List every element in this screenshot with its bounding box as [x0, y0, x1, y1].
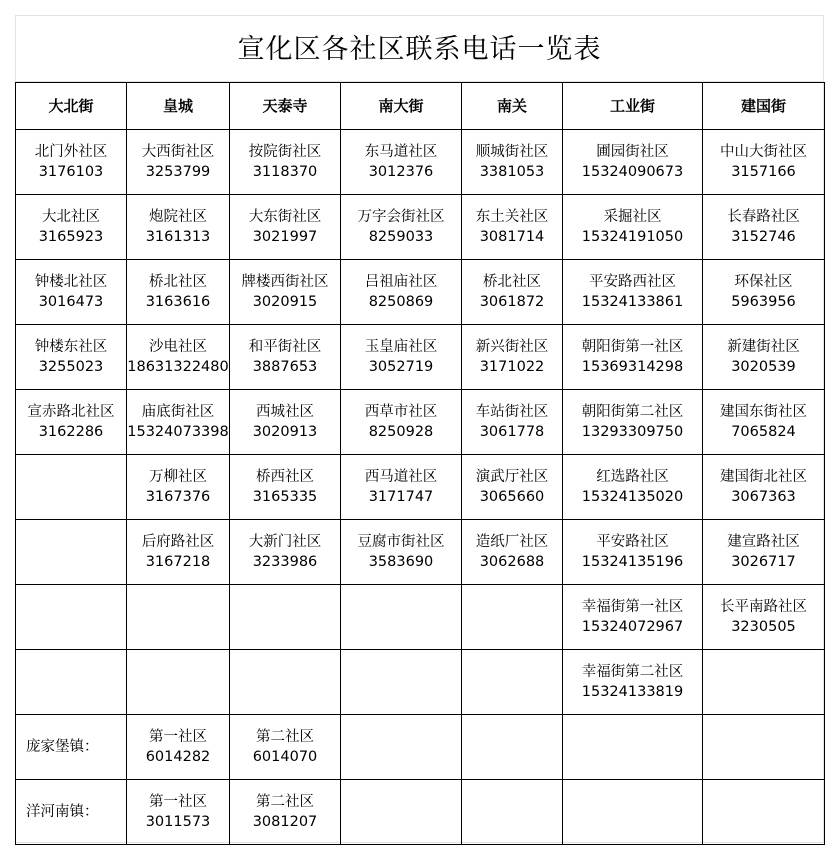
empty-cell	[703, 650, 825, 715]
community-cell	[127, 325, 230, 390]
town-row	[16, 715, 825, 780]
table-row	[16, 585, 825, 650]
community-phone: 3161313	[145, 229, 211, 245]
community-name: 造纸厂社区	[475, 534, 549, 550]
community-name: 幸福街第一社区	[581, 599, 684, 615]
community-name: 牌楼西街社区	[241, 274, 329, 290]
community-name: 东马道社区	[364, 144, 438, 160]
community-name: 万字会街社区	[357, 209, 445, 225]
community-cell	[341, 195, 462, 260]
community-phone: 13293309750	[581, 424, 684, 440]
community-phone: 3176103	[38, 164, 104, 180]
table-row	[16, 260, 825, 325]
community-phone: 3061778	[479, 424, 545, 440]
community-phone: 6014282	[145, 749, 211, 765]
community-phone: 3152746	[731, 229, 796, 245]
column-header: 工业街	[563, 83, 703, 130]
community-phone: 3020913	[252, 424, 318, 440]
community-name: 大新门社区	[248, 534, 322, 550]
community-cell	[127, 130, 230, 195]
empty-cell	[563, 780, 703, 845]
community-phone: 15324135020	[581, 489, 684, 505]
community-phone: 3026717	[731, 554, 796, 570]
community-name: 豆腐市街社区	[357, 534, 445, 550]
community-name: 桥西社区	[256, 469, 314, 485]
contact-table	[15, 82, 825, 845]
community-phone: 3165335	[252, 489, 318, 505]
community-name: 大北社区	[42, 209, 100, 225]
community-cell	[230, 780, 341, 845]
community-cell	[563, 195, 703, 260]
community-cell	[563, 585, 703, 650]
community-phone: 3253799	[145, 164, 211, 180]
community-phone: 18631322480	[127, 359, 229, 375]
community-phone: 3230505	[731, 619, 796, 635]
community-name: 后府路社区	[141, 534, 215, 550]
community-phone: 15324090673	[581, 164, 684, 180]
community-name: 西马道社区	[364, 469, 438, 485]
community-cell	[703, 455, 825, 520]
community-name: 朝阳街第一社区	[581, 339, 684, 355]
community-cell	[230, 130, 341, 195]
community-cell	[563, 455, 703, 520]
column-header: 南大街	[341, 83, 462, 130]
community-name: 庙底街社区	[141, 404, 215, 420]
community-cell	[230, 195, 341, 260]
town-label: 洋河南镇：	[16, 780, 127, 845]
empty-cell	[462, 715, 563, 780]
community-phone: 3062688	[479, 554, 545, 570]
community-phone: 3052719	[368, 359, 434, 375]
community-cell	[703, 260, 825, 325]
empty-cell	[16, 585, 127, 650]
community-name: 西城社区	[256, 404, 314, 420]
community-name: 新兴街社区	[475, 339, 549, 355]
empty-cell	[462, 650, 563, 715]
community-cell	[341, 520, 462, 585]
community-phone: 3020539	[731, 359, 796, 375]
community-name: 圃园街社区	[596, 144, 669, 160]
community-cell	[230, 715, 341, 780]
community-phone: 3020915	[252, 294, 318, 310]
community-cell	[127, 715, 230, 780]
empty-cell	[16, 650, 127, 715]
community-name: 第一社区	[149, 729, 207, 745]
community-cell	[462, 260, 563, 325]
community-cell	[230, 325, 341, 390]
community-cell	[703, 195, 825, 260]
community-name: 演武厅社区	[475, 469, 549, 485]
community-name: 和平街社区	[248, 339, 322, 355]
community-cell	[230, 455, 341, 520]
community-phone: 5963956	[731, 294, 796, 310]
community-phone: 3255023	[38, 359, 104, 375]
community-cell	[341, 455, 462, 520]
community-name: 平安路社区	[596, 534, 669, 550]
community-phone: 3163616	[145, 294, 211, 310]
community-cell	[703, 325, 825, 390]
community-cell	[341, 130, 462, 195]
community-cell	[341, 390, 462, 455]
community-name: 万柳社区	[149, 469, 207, 485]
community-cell	[16, 390, 127, 455]
community-name: 新建街社区	[727, 339, 800, 355]
community-phone: 3016473	[38, 294, 104, 310]
table-row	[16, 130, 825, 195]
community-name: 钟楼北社区	[34, 274, 108, 290]
community-phone: 3067363	[731, 489, 796, 505]
community-name: 第一社区	[149, 794, 207, 810]
table-row	[16, 650, 825, 715]
community-phone: 3012376	[368, 164, 434, 180]
community-name: 桥北社区	[149, 274, 207, 290]
empty-cell	[127, 585, 230, 650]
community-name: 玉皇庙社区	[364, 339, 438, 355]
community-name: 幸福街第二社区	[581, 664, 684, 680]
community-name: 西草市社区	[364, 404, 438, 420]
community-name: 平安路西社区	[589, 274, 676, 290]
community-phone: 3233986	[252, 554, 318, 570]
community-cell	[462, 520, 563, 585]
community-cell	[127, 195, 230, 260]
community-name: 炮院社区	[149, 209, 207, 225]
column-header: 南关	[462, 83, 563, 130]
table-row	[16, 390, 825, 455]
community-cell	[563, 650, 703, 715]
community-name: 第二社区	[256, 729, 314, 745]
community-phone: 3171747	[368, 489, 434, 505]
page-title: 宣化区各社区联系电话一览表	[16, 16, 823, 82]
community-cell	[16, 195, 127, 260]
community-cell	[127, 455, 230, 520]
column-header: 天泰寺	[230, 83, 341, 130]
community-name: 东土关社区	[475, 209, 549, 225]
empty-cell	[341, 780, 462, 845]
community-phone: 3167376	[145, 489, 211, 505]
community-cell	[703, 585, 825, 650]
community-phone: 3061872	[479, 294, 545, 310]
community-phone: 3167218	[145, 554, 211, 570]
table-row	[16, 195, 825, 260]
table-header-row	[16, 83, 825, 130]
community-phone: 15324135196	[581, 554, 684, 570]
column-header: 皇城	[127, 83, 230, 130]
column-header: 建国街	[703, 83, 825, 130]
community-name: 顺城街社区	[475, 144, 549, 160]
community-cell	[127, 260, 230, 325]
community-phone: 8250928	[368, 424, 434, 440]
empty-cell	[341, 715, 462, 780]
community-phone: 3171022	[479, 359, 545, 375]
community-cell	[230, 260, 341, 325]
community-name: 沙电社区	[149, 339, 207, 355]
community-cell	[16, 130, 127, 195]
community-phone: 3162286	[38, 424, 104, 440]
community-name: 桥北社区	[483, 274, 541, 290]
empty-cell	[16, 520, 127, 585]
community-cell	[462, 390, 563, 455]
community-cell	[563, 390, 703, 455]
community-phone: 3583690	[368, 554, 434, 570]
community-name: 红选路社区	[596, 469, 669, 485]
empty-cell	[563, 715, 703, 780]
empty-cell	[462, 585, 563, 650]
community-cell	[230, 520, 341, 585]
document-page	[15, 15, 824, 843]
empty-cell	[703, 780, 825, 845]
community-cell	[462, 130, 563, 195]
table-row	[16, 325, 825, 390]
community-phone: 3065660	[479, 489, 545, 505]
community-phone: 15324133819	[581, 684, 684, 700]
community-phone: 3887653	[252, 359, 318, 375]
community-cell	[16, 260, 127, 325]
community-name: 第二社区	[256, 794, 314, 810]
empty-cell	[703, 715, 825, 780]
column-header: 大北街	[16, 83, 127, 130]
community-cell	[462, 455, 563, 520]
table-row	[16, 455, 825, 520]
community-phone: 15324191050	[581, 229, 684, 245]
community-name: 大西街社区	[141, 144, 215, 160]
empty-cell	[462, 780, 563, 845]
community-cell	[703, 520, 825, 585]
community-cell	[127, 780, 230, 845]
community-cell	[341, 325, 462, 390]
community-name: 车站街社区	[475, 404, 549, 420]
community-cell	[703, 130, 825, 195]
community-name: 大东街社区	[248, 209, 322, 225]
community-name: 吕祖庙社区	[364, 274, 438, 290]
community-name: 北门外社区	[34, 144, 108, 160]
community-phone: 6014070	[252, 749, 318, 765]
community-name: 建国东街社区	[720, 404, 807, 420]
community-phone: 3081714	[479, 229, 545, 245]
community-name: 中山大街社区	[720, 144, 807, 160]
community-name: 环保社区	[734, 274, 793, 290]
community-phone: 15324133861	[581, 294, 684, 310]
table-body	[16, 83, 825, 845]
community-cell	[462, 195, 563, 260]
community-cell	[230, 390, 341, 455]
community-cell	[16, 325, 127, 390]
empty-cell	[230, 650, 341, 715]
community-cell	[341, 260, 462, 325]
community-name: 长春路社区	[727, 209, 800, 225]
community-cell	[703, 390, 825, 455]
town-row	[16, 780, 825, 845]
community-phone: 15324072967	[581, 619, 684, 635]
community-name: 宣赤路北社区	[27, 404, 115, 420]
community-name: 长平南路社区	[720, 599, 807, 615]
empty-cell	[127, 650, 230, 715]
community-cell	[127, 520, 230, 585]
community-phone: 3011573	[145, 814, 211, 830]
community-phone: 15369314298	[581, 359, 684, 375]
community-phone: 3081207	[252, 814, 318, 830]
empty-cell	[341, 585, 462, 650]
community-phone: 3021997	[252, 229, 318, 245]
empty-cell	[230, 585, 341, 650]
community-phone: 3157166	[731, 164, 796, 180]
community-name: 采掘社区	[603, 209, 662, 225]
community-phone: 15324073398	[127, 424, 229, 440]
community-phone: 8250869	[368, 294, 434, 310]
community-phone: 3381053	[479, 164, 545, 180]
community-phone: 3118370	[252, 164, 318, 180]
community-cell	[563, 130, 703, 195]
empty-cell	[16, 455, 127, 520]
community-cell	[127, 390, 230, 455]
community-cell	[563, 520, 703, 585]
community-name: 钟楼东社区	[34, 339, 108, 355]
community-cell	[563, 260, 703, 325]
community-name: 按院街社区	[248, 144, 322, 160]
community-name: 朝阳街第二社区	[581, 404, 684, 420]
community-phone: 3165923	[38, 229, 104, 245]
community-phone: 8259033	[368, 229, 434, 245]
community-phone: 7065824	[731, 424, 796, 440]
community-name: 建宣路社区	[727, 534, 800, 550]
community-cell	[563, 325, 703, 390]
community-cell	[462, 325, 563, 390]
community-name: 建国街北社区	[720, 469, 807, 485]
town-label: 庞家堡镇：	[16, 715, 127, 780]
empty-cell	[341, 650, 462, 715]
table-row	[16, 520, 825, 585]
